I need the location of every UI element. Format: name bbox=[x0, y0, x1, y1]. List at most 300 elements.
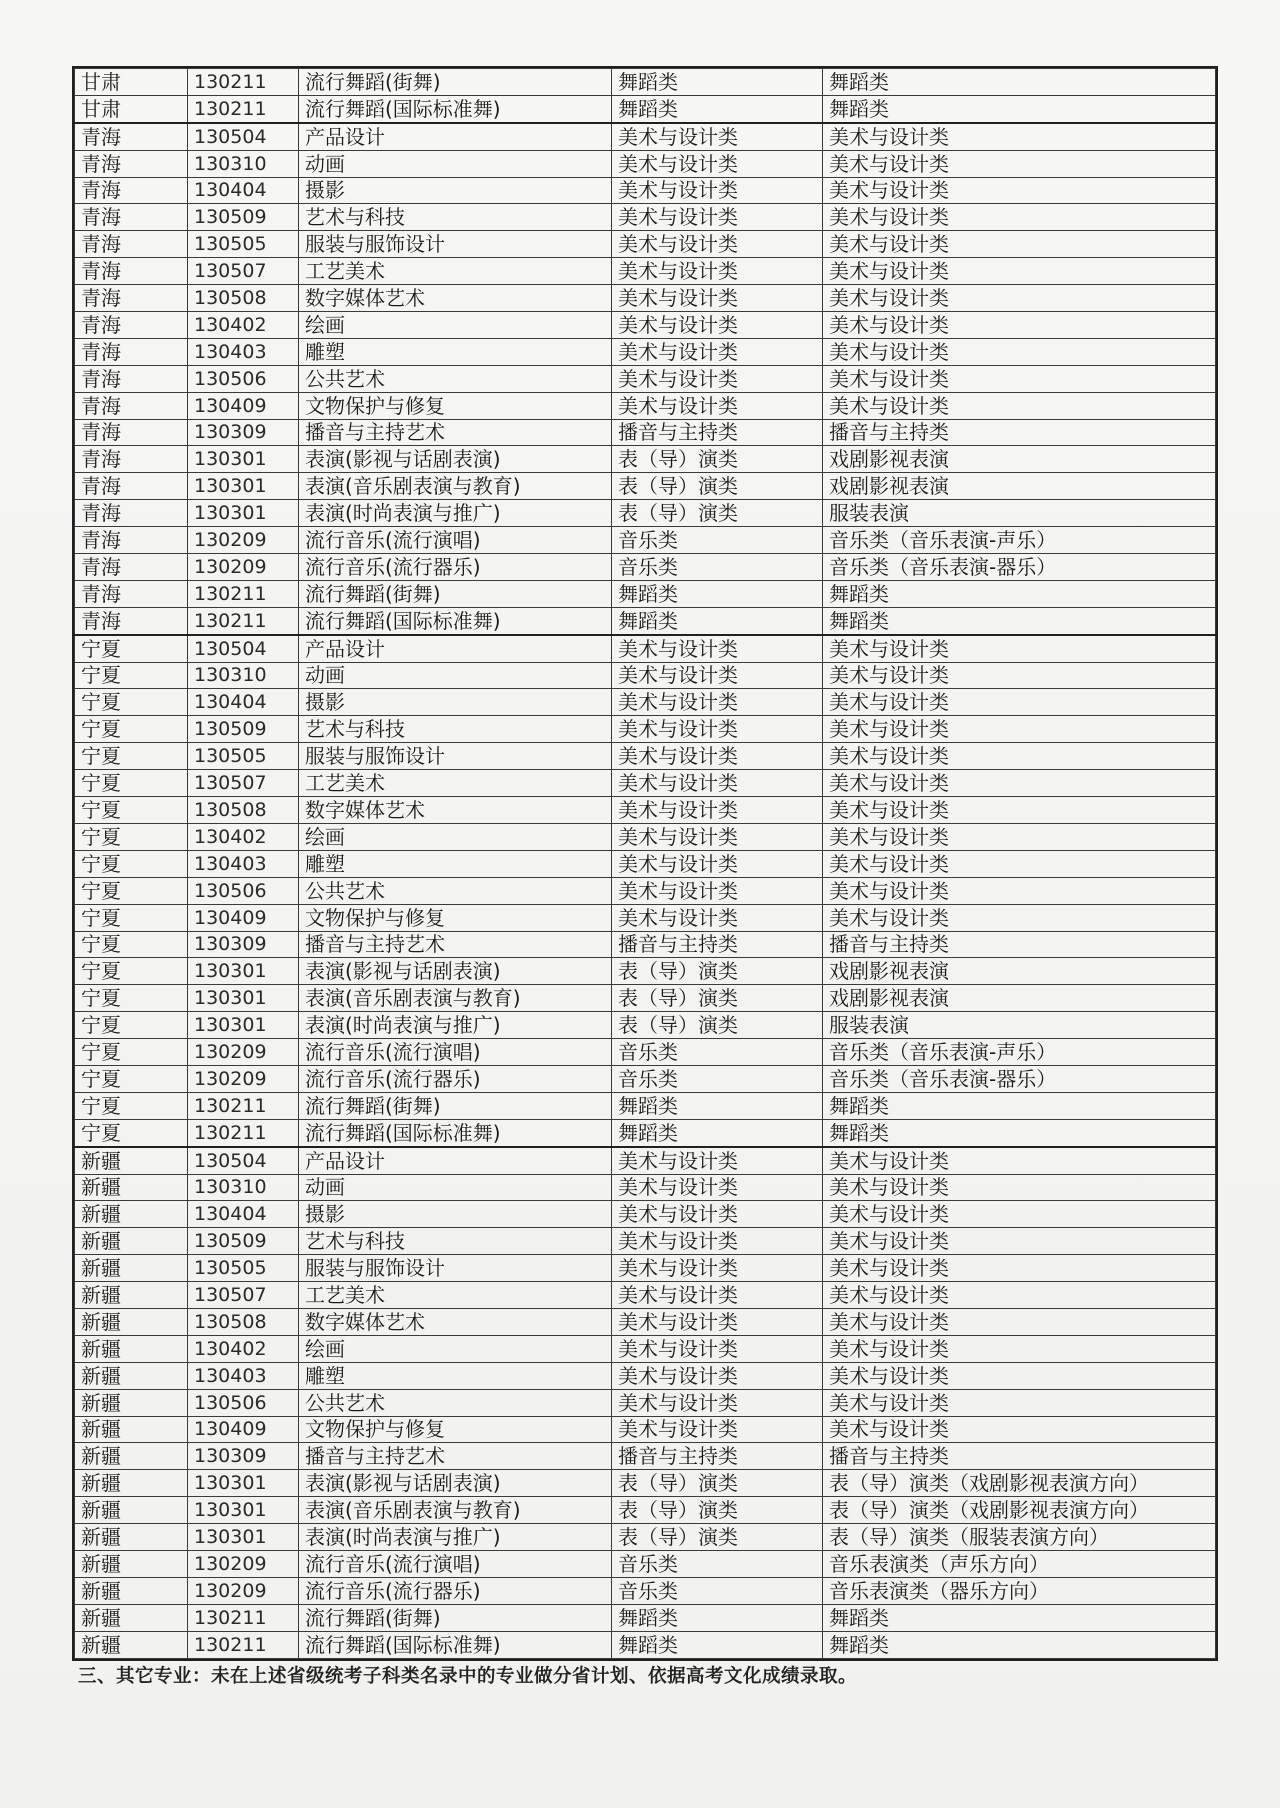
table-row bbox=[75, 662, 1216, 689]
table-row bbox=[75, 177, 1216, 204]
province-exam-category-cell: 美术与设计类 bbox=[823, 231, 1216, 258]
province-exam-category-cell: 美术与设计类 bbox=[823, 1362, 1216, 1389]
major-code-cell: 130209 bbox=[188, 1577, 299, 1604]
table-row bbox=[75, 258, 1216, 285]
province-exam-category-cell: 美术与设计类 bbox=[823, 662, 1216, 689]
major-name-cell: 产品设计 bbox=[299, 1147, 612, 1174]
exam-category-cell: 美术与设计类 bbox=[612, 365, 823, 392]
province-exam-category-cell: 美术与设计类 bbox=[823, 635, 1216, 662]
table-row bbox=[75, 554, 1216, 581]
exam-category-cell: 舞蹈类 bbox=[612, 1119, 823, 1146]
province-cell: 新疆 bbox=[75, 1201, 188, 1228]
province-cell: 甘肃 bbox=[75, 69, 188, 96]
province-exam-category-cell: 美术与设计类 bbox=[823, 1174, 1216, 1201]
province-cell: 新疆 bbox=[75, 1174, 188, 1201]
major-name-cell: 表演(音乐剧表演与教育) bbox=[299, 1497, 612, 1524]
exam-category-cell: 表（导）演类 bbox=[612, 1524, 823, 1551]
major-code-cell: 130211 bbox=[188, 69, 299, 96]
major-name-cell: 数字媒体艺术 bbox=[299, 1308, 612, 1335]
province-exam-category-cell: 舞蹈类 bbox=[823, 1119, 1216, 1146]
major-name-cell: 流行舞蹈(国际标准舞) bbox=[299, 1119, 612, 1146]
exam-category-cell: 表（导）演类 bbox=[612, 985, 823, 1012]
exam-category-cell: 美术与设计类 bbox=[612, 123, 823, 150]
exam-category-cell: 表（导）演类 bbox=[612, 1497, 823, 1524]
province-cell: 青海 bbox=[75, 123, 188, 150]
table-row bbox=[75, 95, 1216, 122]
table-row bbox=[75, 985, 1216, 1012]
major-code-cell: 130409 bbox=[188, 392, 299, 419]
major-name-cell: 工艺美术 bbox=[299, 1282, 612, 1309]
exam-category-cell: 美术与设计类 bbox=[612, 392, 823, 419]
province-cell: 青海 bbox=[75, 527, 188, 554]
major-code-cell: 130301 bbox=[188, 985, 299, 1012]
exam-category-cell: 音乐类 bbox=[612, 1039, 823, 1066]
major-code-cell: 130504 bbox=[188, 635, 299, 662]
major-name-cell: 动画 bbox=[299, 1174, 612, 1201]
major-code-cell: 130508 bbox=[188, 285, 299, 312]
table-row bbox=[75, 1119, 1216, 1146]
major-name-cell: 绘画 bbox=[299, 823, 612, 850]
major-name-cell: 绘画 bbox=[299, 312, 612, 339]
table-row bbox=[75, 1362, 1216, 1389]
major-name-cell: 艺术与科技 bbox=[299, 204, 612, 231]
exam-category-cell: 音乐类 bbox=[612, 1577, 823, 1604]
exam-category-cell: 美术与设计类 bbox=[612, 635, 823, 662]
major-name-cell: 公共艺术 bbox=[299, 365, 612, 392]
table-row bbox=[75, 904, 1216, 931]
major-code-cell: 130504 bbox=[188, 123, 299, 150]
major-name-cell: 绘画 bbox=[299, 1335, 612, 1362]
major-name-cell: 产品设计 bbox=[299, 123, 612, 150]
table-row bbox=[75, 1228, 1216, 1255]
province-exam-category-cell: 美术与设计类 bbox=[823, 177, 1216, 204]
province-exam-category-cell: 美术与设计类 bbox=[823, 904, 1216, 931]
province-exam-category-cell: 舞蹈类 bbox=[823, 607, 1216, 634]
table-row bbox=[75, 123, 1216, 150]
major-name-cell: 雕塑 bbox=[299, 338, 612, 365]
major-code-cell: 130211 bbox=[188, 607, 299, 634]
major-code-cell: 130209 bbox=[188, 1039, 299, 1066]
province-cell: 青海 bbox=[75, 419, 188, 446]
exam-category-cell: 舞蹈类 bbox=[612, 1631, 823, 1658]
major-code-cell: 130211 bbox=[188, 95, 299, 122]
province-cell: 新疆 bbox=[75, 1577, 188, 1604]
table-row bbox=[75, 1255, 1216, 1282]
major-code-cell: 130507 bbox=[188, 770, 299, 797]
table-row bbox=[75, 1308, 1216, 1335]
province-exam-category-cell: 表（导）演类（戏剧影视表演方向） bbox=[823, 1470, 1216, 1497]
exam-category-cell: 美术与设计类 bbox=[612, 850, 823, 877]
exam-category-cell: 美术与设计类 bbox=[612, 716, 823, 743]
major-code-cell: 130409 bbox=[188, 904, 299, 931]
province-cell: 新疆 bbox=[75, 1443, 188, 1470]
province-exam-category-cell: 美术与设计类 bbox=[823, 1335, 1216, 1362]
province-exam-category-cell: 播音与主持类 bbox=[823, 419, 1216, 446]
province-exam-category-cell: 音乐表演类（器乐方向） bbox=[823, 1577, 1216, 1604]
major-name-cell: 服装与服饰设计 bbox=[299, 743, 612, 770]
province-exam-category-cell: 美术与设计类 bbox=[823, 770, 1216, 797]
major-name-cell: 数字媒体艺术 bbox=[299, 797, 612, 824]
major-name-cell: 工艺美术 bbox=[299, 258, 612, 285]
major-name-cell: 流行舞蹈(街舞) bbox=[299, 1604, 612, 1631]
exam-category-cell: 美术与设计类 bbox=[612, 1416, 823, 1443]
major-code-cell: 130505 bbox=[188, 1255, 299, 1282]
exam-category-cell: 播音与主持类 bbox=[612, 1443, 823, 1470]
major-code-cell: 130211 bbox=[188, 1631, 299, 1658]
major-name-cell: 播音与主持艺术 bbox=[299, 419, 612, 446]
province-cell: 青海 bbox=[75, 554, 188, 581]
major-code-cell: 130301 bbox=[188, 1497, 299, 1524]
province-cell: 新疆 bbox=[75, 1335, 188, 1362]
province-exam-category-cell: 服装表演 bbox=[823, 1012, 1216, 1039]
major-code-cell: 130301 bbox=[188, 1470, 299, 1497]
province-cell: 甘肃 bbox=[75, 95, 188, 122]
exam-category-cell: 美术与设计类 bbox=[612, 743, 823, 770]
province-cell: 新疆 bbox=[75, 1470, 188, 1497]
province-exam-category-cell: 美术与设计类 bbox=[823, 258, 1216, 285]
province-cell: 宁夏 bbox=[75, 904, 188, 931]
province-cell: 新疆 bbox=[75, 1416, 188, 1443]
table-row bbox=[75, 958, 1216, 985]
major-code-cell: 130301 bbox=[188, 446, 299, 473]
province-cell: 宁夏 bbox=[75, 743, 188, 770]
table-row bbox=[75, 1497, 1216, 1524]
province-cell: 宁夏 bbox=[75, 1039, 188, 1066]
major-code-cell: 130506 bbox=[188, 877, 299, 904]
major-name-cell: 播音与主持艺术 bbox=[299, 1443, 612, 1470]
major-code-cell: 130506 bbox=[188, 1389, 299, 1416]
province-exam-category-cell: 音乐类（音乐表演-器乐） bbox=[823, 554, 1216, 581]
exam-category-cell: 表（导）演类 bbox=[612, 1470, 823, 1497]
province-exam-category-cell: 音乐类（音乐表演-器乐） bbox=[823, 1065, 1216, 1092]
province-exam-category-cell: 美术与设计类 bbox=[823, 312, 1216, 339]
province-exam-category-cell: 戏剧影视表演 bbox=[823, 958, 1216, 985]
table-row bbox=[75, 500, 1216, 527]
major-name-cell: 摄影 bbox=[299, 1201, 612, 1228]
major-code-cell: 130209 bbox=[188, 1550, 299, 1577]
province-cell: 青海 bbox=[75, 258, 188, 285]
major-name-cell: 表演(影视与话剧表演) bbox=[299, 1470, 612, 1497]
major-code-cell: 130506 bbox=[188, 365, 299, 392]
province-cell: 宁夏 bbox=[75, 1012, 188, 1039]
major-code-cell: 130211 bbox=[188, 1119, 299, 1146]
table-row bbox=[75, 716, 1216, 743]
province-cell: 宁夏 bbox=[75, 635, 188, 662]
table-row bbox=[75, 1631, 1216, 1658]
major-category-table bbox=[72, 66, 1218, 1661]
province-exam-category-cell: 美术与设计类 bbox=[823, 1389, 1216, 1416]
table-row bbox=[75, 338, 1216, 365]
major-name-cell: 艺术与科技 bbox=[299, 1228, 612, 1255]
table-row bbox=[75, 392, 1216, 419]
major-name-cell: 流行舞蹈(街舞) bbox=[299, 69, 612, 96]
table-row bbox=[75, 770, 1216, 797]
province-cell: 宁夏 bbox=[75, 877, 188, 904]
major-name-cell: 文物保护与修复 bbox=[299, 1416, 612, 1443]
major-code-cell: 130509 bbox=[188, 204, 299, 231]
province-exam-category-cell: 美术与设计类 bbox=[823, 1308, 1216, 1335]
major-code-cell: 130310 bbox=[188, 150, 299, 177]
exam-category-cell: 美术与设计类 bbox=[612, 877, 823, 904]
province-cell: 宁夏 bbox=[75, 850, 188, 877]
province-exam-category-cell: 美术与设计类 bbox=[823, 123, 1216, 150]
exam-category-cell: 美术与设计类 bbox=[612, 797, 823, 824]
province-exam-category-cell: 播音与主持类 bbox=[823, 931, 1216, 958]
province-exam-category-cell: 美术与设计类 bbox=[823, 716, 1216, 743]
exam-category-cell: 美术与设计类 bbox=[612, 1362, 823, 1389]
major-code-cell: 130508 bbox=[188, 797, 299, 824]
province-exam-category-cell: 舞蹈类 bbox=[823, 1631, 1216, 1658]
exam-category-cell: 美术与设计类 bbox=[612, 1389, 823, 1416]
table-row bbox=[75, 1282, 1216, 1309]
major-name-cell: 公共艺术 bbox=[299, 1389, 612, 1416]
major-code-cell: 130505 bbox=[188, 743, 299, 770]
table-row bbox=[75, 150, 1216, 177]
province-cell: 青海 bbox=[75, 365, 188, 392]
province-cell: 宁夏 bbox=[75, 1119, 188, 1146]
exam-category-cell: 美术与设计类 bbox=[612, 1174, 823, 1201]
exam-category-cell: 美术与设计类 bbox=[612, 231, 823, 258]
table-row bbox=[75, 446, 1216, 473]
province-exam-category-cell: 美术与设计类 bbox=[823, 743, 1216, 770]
province-exam-category-cell: 美术与设计类 bbox=[823, 338, 1216, 365]
exam-category-cell: 播音与主持类 bbox=[612, 931, 823, 958]
province-exam-category-cell: 表（导）演类（戏剧影视表演方向） bbox=[823, 1497, 1216, 1524]
table-row bbox=[75, 1524, 1216, 1551]
province-exam-category-cell: 舞蹈类 bbox=[823, 580, 1216, 607]
major-code-cell: 130309 bbox=[188, 931, 299, 958]
major-code-cell: 130211 bbox=[188, 580, 299, 607]
province-exam-category-cell: 美术与设计类 bbox=[823, 1201, 1216, 1228]
major-name-cell: 播音与主持艺术 bbox=[299, 931, 612, 958]
exam-category-cell: 美术与设计类 bbox=[612, 1308, 823, 1335]
province-cell: 新疆 bbox=[75, 1308, 188, 1335]
table-row bbox=[75, 607, 1216, 634]
table-row bbox=[75, 1577, 1216, 1604]
exam-category-cell: 舞蹈类 bbox=[612, 95, 823, 122]
table-row bbox=[75, 931, 1216, 958]
table-row bbox=[75, 473, 1216, 500]
table-row bbox=[75, 1201, 1216, 1228]
province-cell: 新疆 bbox=[75, 1550, 188, 1577]
province-exam-category-cell: 音乐表演类（声乐方向） bbox=[823, 1550, 1216, 1577]
major-name-cell: 摄影 bbox=[299, 689, 612, 716]
major-code-cell: 130309 bbox=[188, 419, 299, 446]
major-name-cell: 流行音乐(流行器乐) bbox=[299, 554, 612, 581]
province-exam-category-cell: 美术与设计类 bbox=[823, 850, 1216, 877]
province-exam-category-cell: 戏剧影视表演 bbox=[823, 446, 1216, 473]
province-exam-category-cell: 舞蹈类 bbox=[823, 95, 1216, 122]
exam-category-cell: 美术与设计类 bbox=[612, 1228, 823, 1255]
major-code-cell: 130301 bbox=[188, 1012, 299, 1039]
province-exam-category-cell: 美术与设计类 bbox=[823, 877, 1216, 904]
province-exam-category-cell: 戏剧影视表演 bbox=[823, 473, 1216, 500]
table-row bbox=[75, 743, 1216, 770]
exam-category-cell: 播音与主持类 bbox=[612, 419, 823, 446]
table-row bbox=[75, 69, 1216, 96]
province-cell: 宁夏 bbox=[75, 931, 188, 958]
major-code-cell: 130404 bbox=[188, 177, 299, 204]
major-code-cell: 130402 bbox=[188, 1335, 299, 1362]
major-name-cell: 流行音乐(流行演唱) bbox=[299, 1550, 612, 1577]
major-name-cell: 表演(影视与话剧表演) bbox=[299, 446, 612, 473]
exam-category-cell: 舞蹈类 bbox=[612, 69, 823, 96]
major-name-cell: 产品设计 bbox=[299, 635, 612, 662]
exam-category-cell: 美术与设计类 bbox=[612, 204, 823, 231]
exam-category-cell: 美术与设计类 bbox=[612, 1282, 823, 1309]
province-cell: 新疆 bbox=[75, 1255, 188, 1282]
major-code-cell: 130211 bbox=[188, 1604, 299, 1631]
province-cell: 青海 bbox=[75, 446, 188, 473]
province-exam-category-cell: 表（导）演类（服装表演方向） bbox=[823, 1524, 1216, 1551]
table-row bbox=[75, 1604, 1216, 1631]
major-code-cell: 130409 bbox=[188, 1416, 299, 1443]
province-exam-category-cell: 美术与设计类 bbox=[823, 365, 1216, 392]
major-code-cell: 130402 bbox=[188, 823, 299, 850]
province-cell: 青海 bbox=[75, 392, 188, 419]
table-row bbox=[75, 231, 1216, 258]
major-code-cell: 130403 bbox=[188, 1362, 299, 1389]
major-name-cell: 流行舞蹈(街舞) bbox=[299, 580, 612, 607]
table-row bbox=[75, 1065, 1216, 1092]
major-code-cell: 130508 bbox=[188, 1308, 299, 1335]
province-cell: 青海 bbox=[75, 473, 188, 500]
major-code-cell: 130301 bbox=[188, 473, 299, 500]
province-exam-category-cell: 美术与设计类 bbox=[823, 285, 1216, 312]
footer-note: 三、其它专业：未在上述省级统考子科类名录中的专业做分省计划、依据高考文化成绩录取。 bbox=[78, 1666, 858, 1687]
major-code-cell: 130509 bbox=[188, 716, 299, 743]
major-name-cell: 流行音乐(流行演唱) bbox=[299, 527, 612, 554]
table-row bbox=[75, 1039, 1216, 1066]
table-row bbox=[75, 1470, 1216, 1497]
major-name-cell: 文物保护与修复 bbox=[299, 392, 612, 419]
exam-category-cell: 舞蹈类 bbox=[612, 607, 823, 634]
exam-category-cell: 音乐类 bbox=[612, 1550, 823, 1577]
province-exam-category-cell: 美术与设计类 bbox=[823, 392, 1216, 419]
province-cell: 宁夏 bbox=[75, 985, 188, 1012]
province-cell: 宁夏 bbox=[75, 823, 188, 850]
major-code-cell: 130301 bbox=[188, 958, 299, 985]
major-code-cell: 130209 bbox=[188, 1065, 299, 1092]
province-cell: 宁夏 bbox=[75, 662, 188, 689]
province-exam-category-cell: 美术与设计类 bbox=[823, 689, 1216, 716]
major-name-cell: 流行音乐(流行器乐) bbox=[299, 1577, 612, 1604]
major-name-cell: 艺术与科技 bbox=[299, 716, 612, 743]
province-cell: 宁夏 bbox=[75, 1065, 188, 1092]
exam-category-cell: 美术与设计类 bbox=[612, 1201, 823, 1228]
table-row bbox=[75, 1389, 1216, 1416]
table-row bbox=[75, 285, 1216, 312]
major-name-cell: 表演(音乐剧表演与教育) bbox=[299, 473, 612, 500]
major-code-cell: 130301 bbox=[188, 1524, 299, 1551]
province-cell: 青海 bbox=[75, 150, 188, 177]
major-code-cell: 130403 bbox=[188, 850, 299, 877]
table-row bbox=[75, 1335, 1216, 1362]
exam-category-cell: 美术与设计类 bbox=[612, 662, 823, 689]
province-exam-category-cell: 戏剧影视表演 bbox=[823, 985, 1216, 1012]
exam-category-cell: 表（导）演类 bbox=[612, 500, 823, 527]
exam-category-cell: 舞蹈类 bbox=[612, 1604, 823, 1631]
major-code-cell: 130310 bbox=[188, 1174, 299, 1201]
major-code-cell: 130402 bbox=[188, 312, 299, 339]
major-name-cell: 雕塑 bbox=[299, 850, 612, 877]
major-name-cell: 表演(影视与话剧表演) bbox=[299, 958, 612, 985]
major-name-cell: 流行音乐(流行器乐) bbox=[299, 1065, 612, 1092]
exam-category-cell: 美术与设计类 bbox=[612, 689, 823, 716]
major-name-cell: 流行音乐(流行演唱) bbox=[299, 1039, 612, 1066]
exam-category-cell: 音乐类 bbox=[612, 554, 823, 581]
province-cell: 青海 bbox=[75, 580, 188, 607]
exam-category-cell: 美术与设计类 bbox=[612, 1147, 823, 1174]
table-row bbox=[75, 689, 1216, 716]
province-exam-category-cell: 美术与设计类 bbox=[823, 797, 1216, 824]
major-name-cell: 表演(时尚表演与推广) bbox=[299, 500, 612, 527]
major-name-cell: 摄影 bbox=[299, 177, 612, 204]
major-name-cell: 文物保护与修复 bbox=[299, 904, 612, 931]
exam-category-cell: 音乐类 bbox=[612, 527, 823, 554]
major-code-cell: 130209 bbox=[188, 554, 299, 581]
exam-category-cell: 美术与设计类 bbox=[612, 1335, 823, 1362]
exam-category-cell: 舞蹈类 bbox=[612, 1092, 823, 1119]
major-name-cell: 公共艺术 bbox=[299, 877, 612, 904]
province-exam-category-cell: 美术与设计类 bbox=[823, 1255, 1216, 1282]
exam-category-cell: 美术与设计类 bbox=[612, 258, 823, 285]
exam-category-cell: 表（导）演类 bbox=[612, 446, 823, 473]
table-row bbox=[75, 1550, 1216, 1577]
province-exam-category-cell: 舞蹈类 bbox=[823, 1092, 1216, 1119]
table-row bbox=[75, 312, 1216, 339]
exam-category-cell: 美术与设计类 bbox=[612, 312, 823, 339]
exam-category-cell: 美术与设计类 bbox=[612, 285, 823, 312]
exam-category-cell: 美术与设计类 bbox=[612, 823, 823, 850]
province-exam-category-cell: 舞蹈类 bbox=[823, 69, 1216, 96]
province-cell: 新疆 bbox=[75, 1282, 188, 1309]
province-exam-category-cell: 美术与设计类 bbox=[823, 1416, 1216, 1443]
province-exam-category-cell: 美术与设计类 bbox=[823, 150, 1216, 177]
major-name-cell: 雕塑 bbox=[299, 1362, 612, 1389]
exam-category-cell: 美术与设计类 bbox=[612, 338, 823, 365]
province-cell: 青海 bbox=[75, 312, 188, 339]
major-name-cell: 服装与服饰设计 bbox=[299, 1255, 612, 1282]
table-row bbox=[75, 635, 1216, 662]
province-cell: 新疆 bbox=[75, 1389, 188, 1416]
exam-category-cell: 美术与设计类 bbox=[612, 904, 823, 931]
province-exam-category-cell: 播音与主持类 bbox=[823, 1443, 1216, 1470]
major-name-cell: 动画 bbox=[299, 150, 612, 177]
province-exam-category-cell: 音乐类（音乐表演-声乐） bbox=[823, 527, 1216, 554]
province-cell: 宁夏 bbox=[75, 797, 188, 824]
major-code-cell: 130403 bbox=[188, 338, 299, 365]
major-name-cell: 流行舞蹈(国际标准舞) bbox=[299, 95, 612, 122]
major-name-cell: 表演(时尚表演与推广) bbox=[299, 1524, 612, 1551]
province-cell: 宁夏 bbox=[75, 770, 188, 797]
exam-category-cell: 美术与设计类 bbox=[612, 150, 823, 177]
major-name-cell: 表演(时尚表演与推广) bbox=[299, 1012, 612, 1039]
province-exam-category-cell: 舞蹈类 bbox=[823, 1604, 1216, 1631]
table-row bbox=[75, 1147, 1216, 1174]
major-code-cell: 130507 bbox=[188, 258, 299, 285]
exam-category-cell: 舞蹈类 bbox=[612, 580, 823, 607]
major-name-cell: 数字媒体艺术 bbox=[299, 285, 612, 312]
major-code-cell: 130211 bbox=[188, 1092, 299, 1119]
province-exam-category-cell: 美术与设计类 bbox=[823, 1282, 1216, 1309]
province-exam-category-cell: 美术与设计类 bbox=[823, 204, 1216, 231]
province-cell: 宁夏 bbox=[75, 689, 188, 716]
province-cell: 宁夏 bbox=[75, 958, 188, 985]
major-code-cell: 130309 bbox=[188, 1443, 299, 1470]
major-name-cell: 表演(音乐剧表演与教育) bbox=[299, 985, 612, 1012]
province-cell: 青海 bbox=[75, 607, 188, 634]
